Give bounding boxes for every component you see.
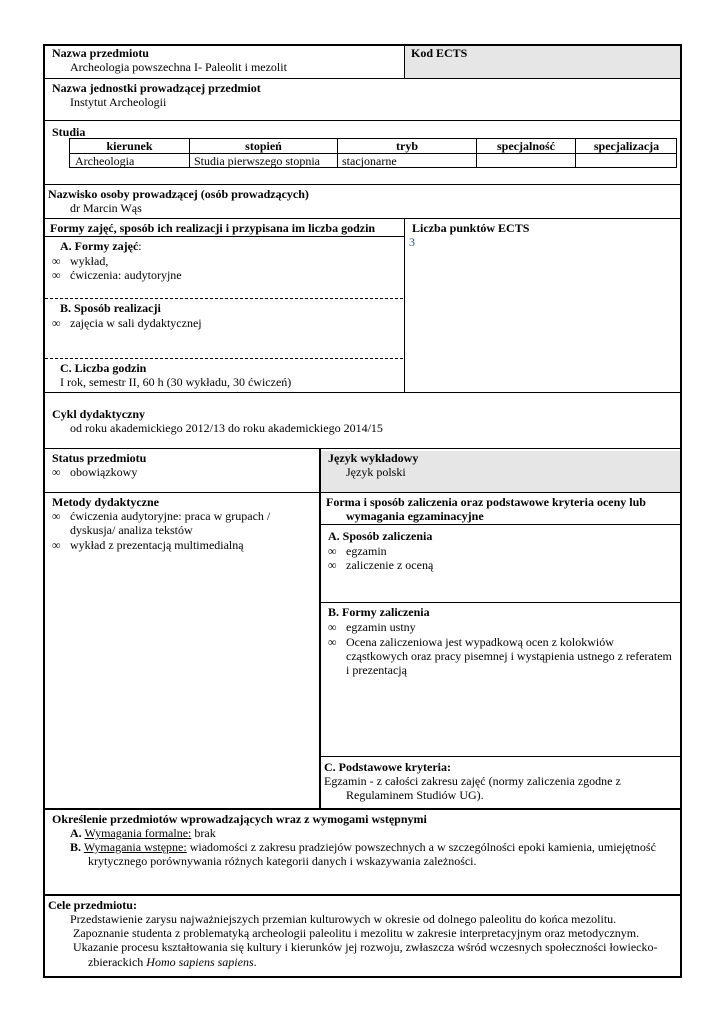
infinity-bullet-icon: ∞: [52, 538, 61, 552]
assessment-b-item-continued: cząstkowych oraz pracy pisemnej i wystąpienia ustnego z referatem: [346, 649, 672, 663]
subject-name-value: Archeologia powszechna I- Paleolit i mezolit: [70, 60, 287, 74]
prereq-label: Określenie przedmiotów wprowadzających wraz z wymogami wstępnymi: [52, 812, 427, 826]
cycle-label: Cykl dydaktyczny: [52, 407, 146, 421]
assessment-label-line1: Forma i sposób zaliczenia oraz podstawowe kryteria oceny lub: [326, 495, 646, 509]
row-divider: [44, 218, 682, 219]
assessment-a-item: zaliczenie z oceną: [346, 558, 434, 572]
infinity-bullet-icon: ∞: [52, 254, 61, 268]
infinity-bullet-icon: ∞: [52, 316, 61, 330]
row-divider: [44, 184, 682, 185]
studies-cell-tryb: stacjonarne: [342, 154, 397, 168]
infinity-bullet-icon: ∞: [52, 509, 61, 523]
forms-a-item: wykład,: [70, 254, 109, 268]
ects-points-label: Liczba punktów ECTS: [412, 221, 530, 235]
infinity-bullet-icon: ∞: [328, 558, 337, 572]
row-divider: [44, 392, 682, 393]
goals-line: Zapoznanie studenta z problematyką archeologii paleolitu i mezolitu w zakresie interpretacyjnym oraz metodycznym.: [73, 926, 640, 940]
prereq-initial-link: Wymagania wstępne:: [83, 840, 187, 854]
row-divider: [320, 602, 682, 603]
ects-code-label: Kod ECTS: [411, 46, 468, 60]
infinity-bullet-icon: ∞: [328, 635, 337, 649]
studies-header-stopien: stopień: [245, 139, 282, 153]
language-label: Język wykładowy: [328, 451, 419, 465]
assessment-c-label: C. Podstawowe kryteria:: [324, 760, 451, 774]
studies-header-specjalizacja: specjalizacja: [593, 139, 660, 153]
dashed-divider: [45, 298, 403, 299]
prereq-initial: [70, 840, 656, 854]
status-item: obowiązkowy: [70, 465, 138, 479]
prereq-formal: [70, 826, 216, 840]
methods-item-continued: dyskusja/ analiza tekstów: [70, 523, 193, 537]
assessment-a-item: egzamin: [346, 544, 387, 558]
forms-header: Formy zajęć, sposób ich realizacji i przypisana im liczba godzin: [50, 221, 376, 235]
language-value: Język polski: [346, 465, 406, 479]
studies-cell-kierunek: Archeologia: [75, 154, 135, 168]
cycle-value: od roku akademickiego 2012/13 do roku akademickiego 2014/15: [70, 421, 383, 435]
row-divider: [44, 120, 682, 121]
infinity-bullet-icon: ∞: [328, 620, 337, 634]
assessment-b-label: B. Formy zaliczenia: [328, 605, 430, 619]
prereq-formal-value: brak: [191, 826, 216, 840]
lecturer-value: dr Marcin Wąs: [70, 201, 142, 215]
studies-label: Studia: [52, 125, 86, 139]
forms-a-item: ćwiczenia: audytoryjne: [70, 268, 182, 282]
studies-header-specjalnosc: specjalność: [497, 139, 555, 153]
assessment-b-item: Ocena zaliczeniowa jest wypadkową ocen z kolokwiów: [346, 635, 614, 649]
col-divider: [319, 448, 321, 808]
row-divider: [43, 894, 682, 896]
unit-value: Instytut Archeologii: [70, 95, 167, 109]
forms-c-label: C. Liczba godzin: [60, 361, 147, 375]
col-divider: [404, 218, 405, 392]
assessment-b-item: egzamin ustny: [346, 620, 416, 634]
methods-item: wykład z prezentacją multimedialną: [70, 538, 244, 552]
studies-header-kierunek: kierunek: [106, 139, 153, 153]
studies-header-tryb: tryb: [396, 139, 418, 153]
row-divider: [320, 524, 682, 525]
infinity-bullet-icon: ∞: [52, 268, 61, 282]
ects-points-value: 3: [409, 235, 415, 249]
row-divider: [320, 756, 682, 757]
goals-line: Ukazanie procesu kształtowania się kultury i kierunków jej rozwoju, zwłaszcza wśród wczesnych społeczności łowiecko-: [73, 940, 658, 954]
prereq-initial-continued: krytycznego porównywania różnych kategorii danych i wskazywania zależności.: [88, 854, 477, 868]
row-divider: [44, 448, 682, 449]
table-right-border: [680, 44, 682, 978]
goals-line: [88, 955, 257, 969]
methods-item: ćwiczenia audytoryjne: praca w grupach /: [70, 509, 271, 523]
forms-b-item: zajęcia w sali dydaktycznej: [70, 316, 202, 330]
goals-species-name: Homo sapiens sapiens: [146, 955, 254, 969]
infinity-bullet-icon: ∞: [328, 544, 337, 558]
goals-line4-end: .: [253, 955, 257, 969]
goals-line: Przedstawienie zarysu najważniejszych przemian kulturowych w okresie od dolnego paleolitu do końca mezolitu.: [70, 912, 617, 926]
studies-cell-stopien: Studia pierwszego stopnia: [194, 154, 320, 168]
assessment-b-item-continued: i prezentacją: [346, 663, 407, 677]
col-divider: [404, 44, 405, 78]
unit-label: Nazwa jednostki prowadzącej przedmiot: [52, 81, 261, 95]
infinity-bullet-icon: ∞: [52, 465, 61, 479]
assessment-a-label: A. Sposób zaliczenia: [328, 529, 433, 543]
forms-a-heading: [60, 239, 142, 253]
goals-line4-start: zbierackich: [88, 955, 147, 969]
table-left-border: [43, 44, 45, 978]
row-divider: [44, 78, 682, 79]
dashed-divider: [45, 358, 403, 359]
lecturer-label: Nazwisko osoby prowadzącej (osób prowadzących): [48, 187, 309, 201]
prereq-formal-link: Wymagania formalne:: [84, 826, 192, 840]
table-bottom-border: [43, 976, 682, 978]
row-divider: [44, 236, 404, 237]
prereq-formal-letter: A.: [70, 826, 82, 840]
forms-c-value: I rok, semestr II, 60 h (30 wykładu, 30 ćwiczeń): [60, 375, 292, 389]
assessment-label-line2: wymagania egzaminacyjne: [346, 509, 484, 523]
assessment-c-line1: Egzamin - z całości zakresu zajęć (normy zaliczenia zgodne z: [324, 774, 621, 788]
prereq-initial-value: wiadomości z zakresu pradziejów powszechnych a w szczególności epoki kamienia, umiejętność: [186, 840, 656, 854]
forms-b-label: B. Sposób realizacji: [60, 301, 161, 315]
subject-name-label: Nazwa przedmiotu: [52, 46, 149, 60]
assessment-c-line2: Regulaminem Studiów UG).: [346, 788, 484, 802]
forms-a-label: A. Formy zajęć: [60, 239, 139, 253]
goals-label: Cele przedmiotu:: [48, 898, 137, 912]
methods-label: Metody dydaktyczne: [52, 495, 159, 509]
status-label: Status przedmiotu: [52, 451, 147, 465]
prereq-initial-letter: B.: [70, 840, 82, 854]
row-divider: [44, 492, 682, 493]
forms-a-colon: :: [138, 239, 142, 253]
row-divider: [43, 808, 682, 810]
